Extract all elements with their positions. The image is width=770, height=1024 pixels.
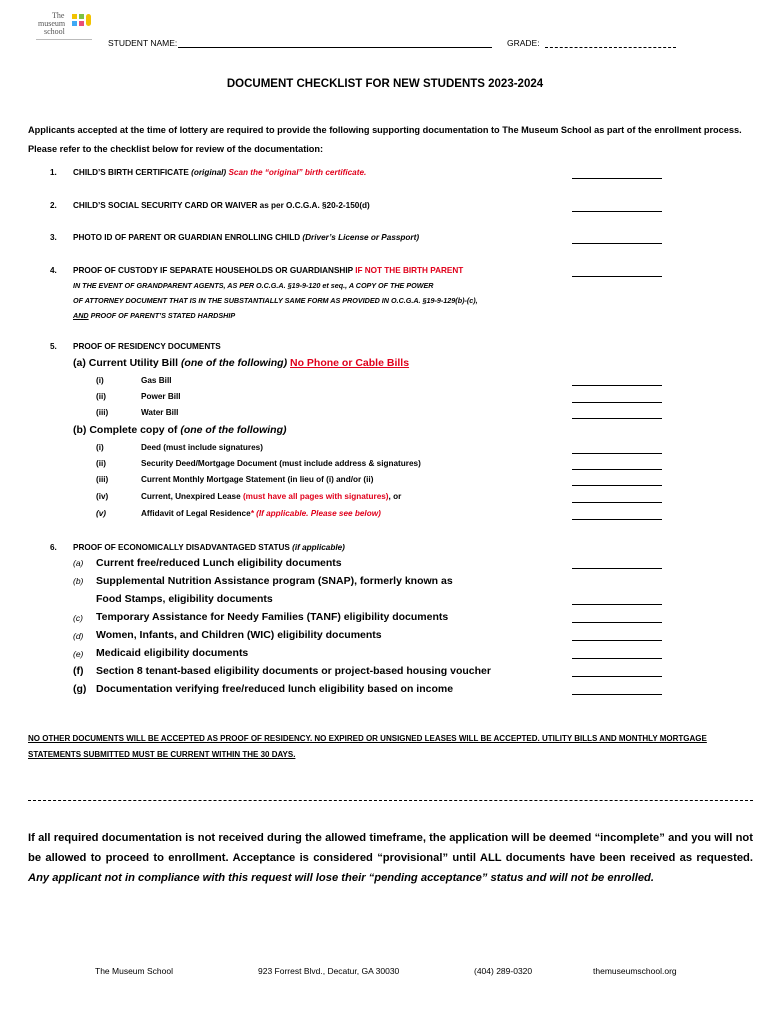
roman-label: (iii) [96, 475, 109, 484]
logo-figure-icon [86, 14, 91, 26]
item-tail: , or [388, 492, 402, 501]
heading-italic: (one of the following) [180, 357, 288, 369]
student-name-field[interactable] [178, 47, 492, 48]
item-red-note: (must have all pages with signatures) [242, 492, 389, 501]
intro-paragraph: Applicants accepted at the time of lottery are required to provide the following supporting documentation to The Museum School as part of the enrollment process. Please refer to the checklist below for review of the documentation: [28, 125, 742, 154]
checklist-blank[interactable] [572, 276, 662, 277]
checklist-blank[interactable] [572, 178, 662, 179]
checklist-blank[interactable] [572, 568, 662, 569]
item-number: 3. [50, 233, 57, 242]
footer-address: 923 Forrest Blvd., Decatur, GA 30030 [258, 966, 400, 976]
custody-subtext-3 [73, 311, 235, 320]
copy-affidavit [141, 509, 381, 518]
checklist-blank[interactable] [572, 519, 662, 520]
item-photo-id [73, 233, 419, 242]
item-red-note: IF NOT THE BIRTH PARENT [355, 266, 464, 275]
student-name-label: STUDENT NAME: [108, 38, 178, 48]
logo-line-3: school [44, 27, 65, 36]
item-number: 2. [50, 201, 57, 210]
item-red-note: * (If applicable. Please see below) [250, 509, 381, 518]
item-italic: (original) [191, 168, 227, 177]
econ-lunch: Current free/reduced Lunch eligibility documents [96, 557, 342, 569]
item-text: Current, Unexpired Lease [141, 492, 241, 501]
copy-mortgage-statement: Current Monthly Mortgage Statement (in lieu of (i) and/or (ii) [141, 475, 374, 484]
residency-utility-heading [73, 357, 409, 369]
econ-free-lunch-income: Documentation verifying free/reduced lunch eligibility based on income [96, 683, 454, 695]
item-red-note: Scan the “original” birth certificate. [228, 168, 367, 177]
checklist-blank[interactable] [572, 418, 662, 419]
econ-letter: (f) [73, 665, 84, 677]
checklist-blank[interactable] [572, 485, 662, 486]
roman-label: (i) [96, 376, 104, 385]
copy-lease [141, 492, 401, 501]
roman-label: (v) [96, 509, 107, 518]
checklist-blank[interactable] [572, 243, 662, 244]
item-text: PROOF OF CUSTODY IF SEPARATE HOUSEHOLDS OR GUARDIANSHIP [73, 266, 353, 275]
item-text: Affidavit of Legal Residence [141, 509, 251, 518]
logo-square-icon [72, 14, 77, 19]
item-birth-certificate [73, 168, 366, 177]
checklist-blank[interactable] [572, 453, 662, 454]
econ-tanf: Temporary Assistance for Needy Families (TANF) eligibility documents [96, 611, 449, 623]
item-number: 6. [50, 543, 57, 552]
footer-school: The Museum School [95, 966, 173, 976]
checklist-blank[interactable] [572, 469, 662, 470]
econ-letter: (g) [73, 683, 87, 695]
utility-gas: Gas Bill [141, 376, 172, 385]
dashed-divider [28, 800, 753, 801]
checklist-blank[interactable] [572, 604, 662, 605]
warning-italic: Any applicant not in compliance with this request will lose their “pending acceptance” status and will not be enrolled. [28, 872, 654, 884]
roman-label: (iii) [96, 408, 109, 417]
copy-security-deed: Security Deed/Mortgage Document (must include address & signatures) [141, 459, 421, 468]
item-italic: (if applicable) [292, 543, 345, 552]
warning-paragraph [28, 828, 753, 888]
checklist-blank[interactable] [572, 502, 662, 503]
footer-phone: (404) 289-0320 [474, 966, 533, 976]
econ-letter: (b) [73, 576, 84, 586]
heading-label: (b) Complete copy of [73, 424, 178, 436]
item-residency: PROOF OF RESIDENCY DOCUMENTS [73, 342, 221, 351]
checklist-blank[interactable] [572, 694, 662, 695]
page-title: DOCUMENT CHECKLIST FOR NEW STUDENTS 2023-2024 [226, 78, 544, 90]
item-text: PHOTO ID OF PARENT OR GUARDIAN ENROLLING CHILD [73, 233, 301, 242]
heading-italic: (one of the following) [180, 424, 287, 436]
item-economic-status [73, 543, 345, 552]
custody-subtext-1: IN THE EVENT OF GRANDPARENT AGENTS, AS PER O.C.G.A. §19-9-120 et seq., A COPY OF THE POWER [73, 281, 434, 290]
logo-square-icon [72, 21, 77, 26]
item-number: 4. [50, 266, 57, 275]
custody-and: AND [73, 311, 89, 320]
custody-subtext-2: OF ATTORNEY DOCUMENT THAT IS IN THE SUBSTANTIALLY SAME FORM AS PROVIDED IN O.C.G.A. §19-9-129(b)-(c), [73, 296, 478, 305]
logo-line-2: museum [38, 19, 66, 28]
econ-medicaid: Medicaid eligibility documents [96, 647, 249, 659]
checklist-blank[interactable] [572, 385, 662, 386]
econ-snap: Supplemental Nutrition Assistance program (SNAP), formerly known as [96, 575, 453, 587]
grade-label: GRADE: [507, 38, 540, 48]
residency-note: NO OTHER DOCUMENTS WILL BE ACCEPTED AS PROOF OF RESIDENCY. NO EXPIRED OR UNSIGNED LEASES WILL BE ACCEPTED. UTILITY BILLS AND MONTHLY MORTGAGE STATEMENTS SUBMITTED MUST BE CURRENT WITHIN THE 30 DAYS. [28, 734, 707, 759]
econ-wic: Women, Infants, and Children (WIC) eligibility documents [96, 629, 382, 641]
item-custody [73, 266, 463, 275]
item-text: CHILD’S BIRTH CERTIFICATE [73, 168, 189, 177]
econ-letter: (c) [73, 613, 83, 623]
roman-label: (ii) [96, 392, 107, 401]
econ-letter: (d) [73, 631, 84, 641]
heading-red-note: No Phone or Cable Bills [290, 357, 410, 369]
logo-line-1: The [52, 11, 65, 20]
logo-square-icon [79, 14, 84, 19]
residency-copy-heading [73, 424, 287, 436]
copy-deed: Deed (must include signatures) [141, 443, 263, 452]
item-italic: (Driver’s License or Passport) [302, 233, 420, 242]
logo-square-icon [79, 21, 84, 26]
checklist-blank[interactable] [572, 658, 662, 659]
econ-letter: (a) [73, 558, 84, 568]
checklist-blank[interactable] [572, 676, 662, 677]
footer-website[interactable]: themuseumschool.org [593, 966, 677, 976]
roman-label: (ii) [96, 459, 107, 468]
utility-power: Power Bill [141, 392, 181, 401]
econ-letter: (e) [73, 649, 84, 659]
checklist-blank[interactable] [572, 402, 662, 403]
heading-label: (a) Current Utility Bill [73, 357, 179, 369]
item-number: 5. [50, 342, 57, 351]
roman-label: (i) [96, 443, 104, 452]
utility-water: Water Bill [141, 408, 179, 417]
warning-text: If all required documentation is not received during the allowed timeframe, the application will be deemed “incomplete” and you will not be allowed to proceed to enrollment. Acceptance is considered “provisional” until ALL documents have been received as requested. [28, 832, 753, 864]
grade-field[interactable] [545, 47, 676, 48]
item-text: PROOF OF ECONOMICALLY DISADVANTAGED STATUS [73, 543, 290, 552]
custody-hardship: PROOF OF PARENT’S STATED HARDSHIP [88, 311, 236, 320]
roman-label: (iv) [96, 492, 109, 501]
econ-section8: Section 8 tenant-based eligibility documents or project-based housing voucher [96, 665, 491, 677]
econ-snap-cont: Food Stamps, eligibility documents [96, 593, 273, 605]
checklist-blank[interactable] [572, 211, 662, 212]
checklist-blank[interactable] [572, 622, 662, 623]
logo-divider [36, 39, 92, 40]
item-number: 1. [50, 168, 57, 177]
checklist-blank[interactable] [572, 640, 662, 641]
item-social-security: CHILD’S SOCIAL SECURITY CARD OR WAIVER as per O.C.G.A. §20-2-150(d) [73, 201, 370, 210]
